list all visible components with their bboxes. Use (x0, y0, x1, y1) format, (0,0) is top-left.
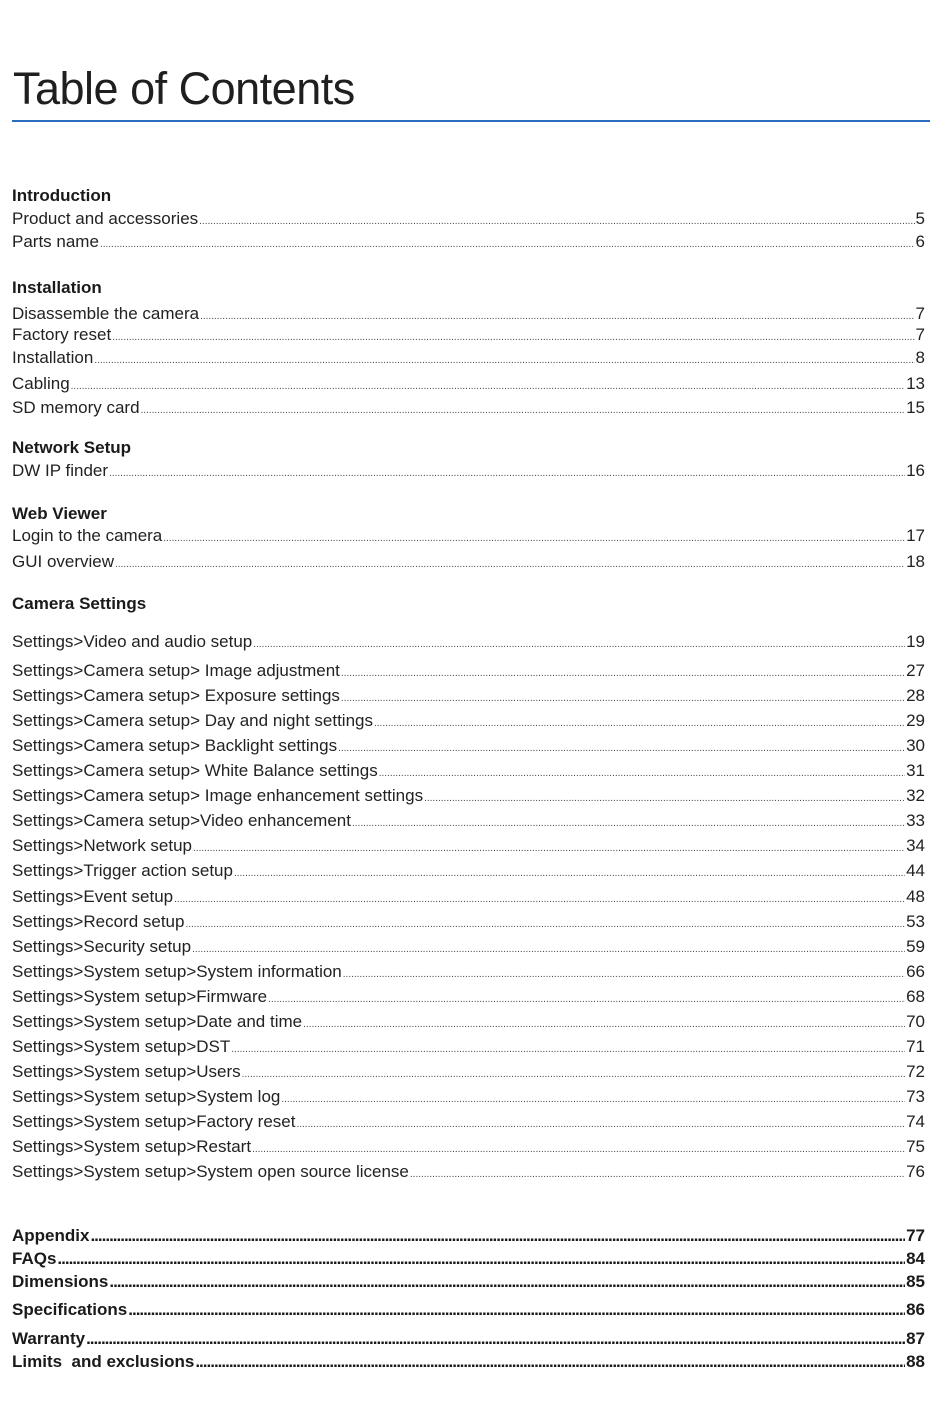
toc-entry-label: Settings>Camera setup> Day and night settings (12, 711, 373, 730)
toc-entry-label: Settings>Trigger action setup (12, 861, 233, 880)
toc-entry-limits-and-exclusions[interactable] (12, 1351, 925, 1373)
toc-entry-label: Dimensions (12, 1272, 109, 1291)
toc-entry[interactable] (12, 324, 925, 349)
toc-entry-page: 70 (906, 1012, 925, 1031)
toc-entry-page: 84 (906, 1249, 925, 1268)
toc-entry[interactable] (12, 835, 925, 860)
toc-entry[interactable] (12, 710, 925, 735)
toc-entry-label: Settings>Camera setup> Backlight settings (12, 736, 338, 755)
toc-entry[interactable] (12, 1111, 925, 1136)
toc-entry-label: Settings>System setup>Firmware (12, 987, 268, 1006)
toc-entry-page: 8 (915, 348, 925, 367)
toc-entry[interactable] (12, 347, 925, 372)
toc-entry-label: Settings>System setup>System information (12, 962, 342, 981)
toc-entry-page: 77 (906, 1226, 925, 1245)
toc-entry[interactable] (12, 1136, 925, 1161)
dot-leader (343, 964, 905, 986)
dot-leader (57, 1248, 905, 1270)
dot-leader (379, 763, 905, 785)
toc-entry-label: Settings>Security setup (12, 937, 192, 956)
toc-entry-label: Settings>System setup>DST (12, 1037, 231, 1056)
dot-leader (424, 788, 905, 810)
toc-entry-label: Warranty (12, 1329, 86, 1348)
toc-entry[interactable] (12, 373, 925, 398)
toc-entry[interactable] (12, 760, 925, 785)
dot-leader (199, 211, 914, 233)
toc-entry-label: Login to the camera (12, 526, 163, 545)
toc-entry-dimensions[interactable] (12, 1271, 925, 1293)
dot-leader (352, 813, 905, 835)
toc-entry[interactable] (12, 551, 925, 576)
toc-entry[interactable] (12, 397, 925, 422)
dot-leader (185, 914, 905, 936)
toc-entry-page: 5 (915, 209, 925, 228)
toc-entry-page: 28 (906, 686, 925, 705)
dot-leader (90, 1225, 905, 1247)
toc-entry-page: 30 (906, 736, 925, 755)
toc-entry[interactable] (12, 231, 925, 256)
toc-entry[interactable] (12, 936, 925, 961)
toc-entry-page: 86 (906, 1300, 925, 1319)
toc-entry[interactable] (12, 685, 925, 710)
dot-leader (374, 713, 905, 735)
toc-entry-label: SD memory card (12, 398, 140, 417)
toc-entry-label: Settings>Video and audio setup (12, 632, 253, 651)
dot-leader (242, 1064, 905, 1086)
toc-entry-page: 7 (915, 325, 925, 344)
dot-leader (71, 376, 905, 398)
dot-leader (112, 327, 914, 349)
toc-entry-label: Settings>Camera setup>Video enhancement (12, 811, 351, 830)
toc-entry[interactable] (12, 735, 925, 760)
dot-leader (268, 989, 905, 1011)
toc-entry-warranty[interactable] (12, 1328, 925, 1350)
section-heading-camera-settings: Camera Settings (12, 594, 147, 613)
toc-entry-specifications[interactable] (12, 1299, 925, 1321)
toc-entry-label: Specifications (12, 1300, 128, 1319)
dot-leader (141, 400, 906, 422)
toc-entry[interactable] (12, 961, 925, 986)
toc-entry-label: Settings>System setup>Factory reset (12, 1112, 296, 1131)
toc-entry-page: 27 (906, 661, 925, 680)
toc-entry-page: 75 (906, 1137, 925, 1156)
toc-entry-label: Settings>System setup>Restart (12, 1137, 252, 1156)
toc-entry-label: Settings>Camera setup> Exposure settings (12, 686, 340, 705)
toc-entry-label: Settings>System setup>Date and time (12, 1012, 303, 1031)
section-heading-network-setup: Network Setup (12, 438, 132, 457)
toc-entry-label: Limits and exclusions (12, 1352, 195, 1371)
dot-leader (128, 1299, 905, 1321)
toc-entry-label: Parts name (12, 232, 99, 251)
toc-entry-page: 16 (906, 461, 925, 480)
toc-entry[interactable] (12, 1011, 925, 1036)
toc-entry[interactable] (12, 810, 925, 835)
toc-entry[interactable] (12, 886, 925, 911)
toc-entry-appendix[interactable] (12, 1225, 925, 1247)
toc-entry-page: 68 (906, 987, 925, 1006)
dot-leader (174, 889, 905, 911)
toc-entry[interactable] (12, 785, 925, 810)
toc-entry-label: Settings>System setup>Users (12, 1062, 241, 1081)
toc-entry-page: 66 (906, 962, 925, 981)
section-heading-installation: Installation (12, 278, 102, 297)
toc-entry-label: Cabling (12, 374, 70, 393)
toc-entry-label: Settings>Event setup (12, 887, 174, 906)
toc-entry-label: Settings>Network setup (12, 836, 193, 855)
dot-leader (109, 1271, 905, 1293)
toc-entry-page: 19 (906, 632, 925, 651)
page-title: Table of Contents (13, 63, 355, 114)
toc-entry-page: 6 (915, 232, 925, 251)
toc-entry-label: Appendix (12, 1226, 90, 1245)
toc-entry-label: Installation (12, 348, 94, 367)
dot-leader (192, 939, 905, 961)
toc-entry[interactable] (12, 460, 925, 485)
toc-entry[interactable] (12, 1061, 925, 1086)
dot-leader (234, 863, 905, 885)
dot-leader (341, 663, 905, 685)
dot-leader (86, 1328, 905, 1350)
toc-entry[interactable] (12, 911, 925, 936)
toc-entry-label: Factory reset (12, 325, 112, 344)
dot-leader (341, 688, 905, 710)
toc-entry-page: 72 (906, 1062, 925, 1081)
toc-entry-faqs[interactable] (12, 1248, 925, 1270)
toc-entry-label: Settings>Camera setup> Image enhancement settings (12, 786, 424, 805)
dot-leader (410, 1164, 905, 1186)
toc-entry-label: Settings>Record setup (12, 912, 185, 931)
title-divider (12, 120, 930, 122)
dot-leader (281, 1089, 905, 1111)
toc-entry-page: 29 (906, 711, 925, 730)
toc-entry-label: GUI overview (12, 552, 115, 571)
toc-entry[interactable] (12, 525, 925, 550)
toc-entry-page: 18 (906, 552, 925, 571)
dot-leader (109, 463, 905, 485)
toc-entry-page: 73 (906, 1087, 925, 1106)
toc-entry-page: 7 (915, 304, 925, 323)
dot-leader (163, 528, 905, 550)
toc-entry-page: 74 (906, 1112, 925, 1131)
toc-entry-page: 48 (906, 887, 925, 906)
toc-entry[interactable] (12, 860, 925, 885)
dot-leader (195, 1351, 905, 1373)
toc-entry-page: 31 (906, 761, 925, 780)
toc-entry-label: Settings>Camera setup> Image adjustment (12, 661, 340, 680)
toc-entry-page: 34 (906, 836, 925, 855)
toc-entry-page: 53 (906, 912, 925, 931)
toc-entry-page: 87 (906, 1329, 925, 1348)
toc-entry-label: Product and accessories (12, 209, 199, 228)
toc-entry-page: 76 (906, 1162, 925, 1181)
toc-entry-page: 85 (906, 1272, 925, 1291)
toc-entry-page: 33 (906, 811, 925, 830)
toc-entry-label: Settings>Camera setup> White Balance settings (12, 761, 378, 780)
toc-entry[interactable] (12, 631, 925, 656)
dot-leader (94, 350, 914, 372)
toc-entry[interactable] (12, 1086, 925, 1111)
dot-leader (231, 1039, 905, 1061)
toc-entry-page: 32 (906, 786, 925, 805)
toc-entry-label: Disassemble the camera (12, 304, 200, 323)
toc-entry-label: Settings>System setup>System log (12, 1087, 281, 1106)
toc-entry[interactable] (12, 660, 925, 685)
toc-entry-page: 17 (906, 526, 925, 545)
toc-entry-page: 13 (906, 374, 925, 393)
toc-entry-label: FAQs (12, 1249, 57, 1268)
toc-entry[interactable] (12, 208, 925, 233)
toc-entry-page: 88 (906, 1352, 925, 1371)
toc-entry-page: 15 (906, 398, 925, 417)
toc-entry-label: DW IP finder (12, 461, 109, 480)
section-heading-web-viewer: Web Viewer (12, 504, 107, 523)
dot-leader (303, 1014, 905, 1036)
toc-entry-label: Settings>System setup>System open source license (12, 1162, 409, 1181)
section-heading-introduction: Introduction (12, 186, 112, 205)
toc-entry[interactable] (12, 1036, 925, 1061)
dot-leader (338, 738, 905, 760)
dot-leader (296, 1114, 905, 1136)
toc-entry[interactable] (12, 986, 925, 1011)
toc-entry-page: 44 (906, 861, 925, 880)
toc-entry-page: 71 (906, 1037, 925, 1056)
dot-leader (100, 234, 915, 256)
dot-leader (115, 554, 905, 576)
toc-entry[interactable] (12, 1161, 925, 1186)
dot-leader (252, 1139, 905, 1161)
dot-leader (193, 838, 905, 860)
toc-entry-page: 59 (906, 937, 925, 956)
dot-leader (253, 634, 905, 656)
